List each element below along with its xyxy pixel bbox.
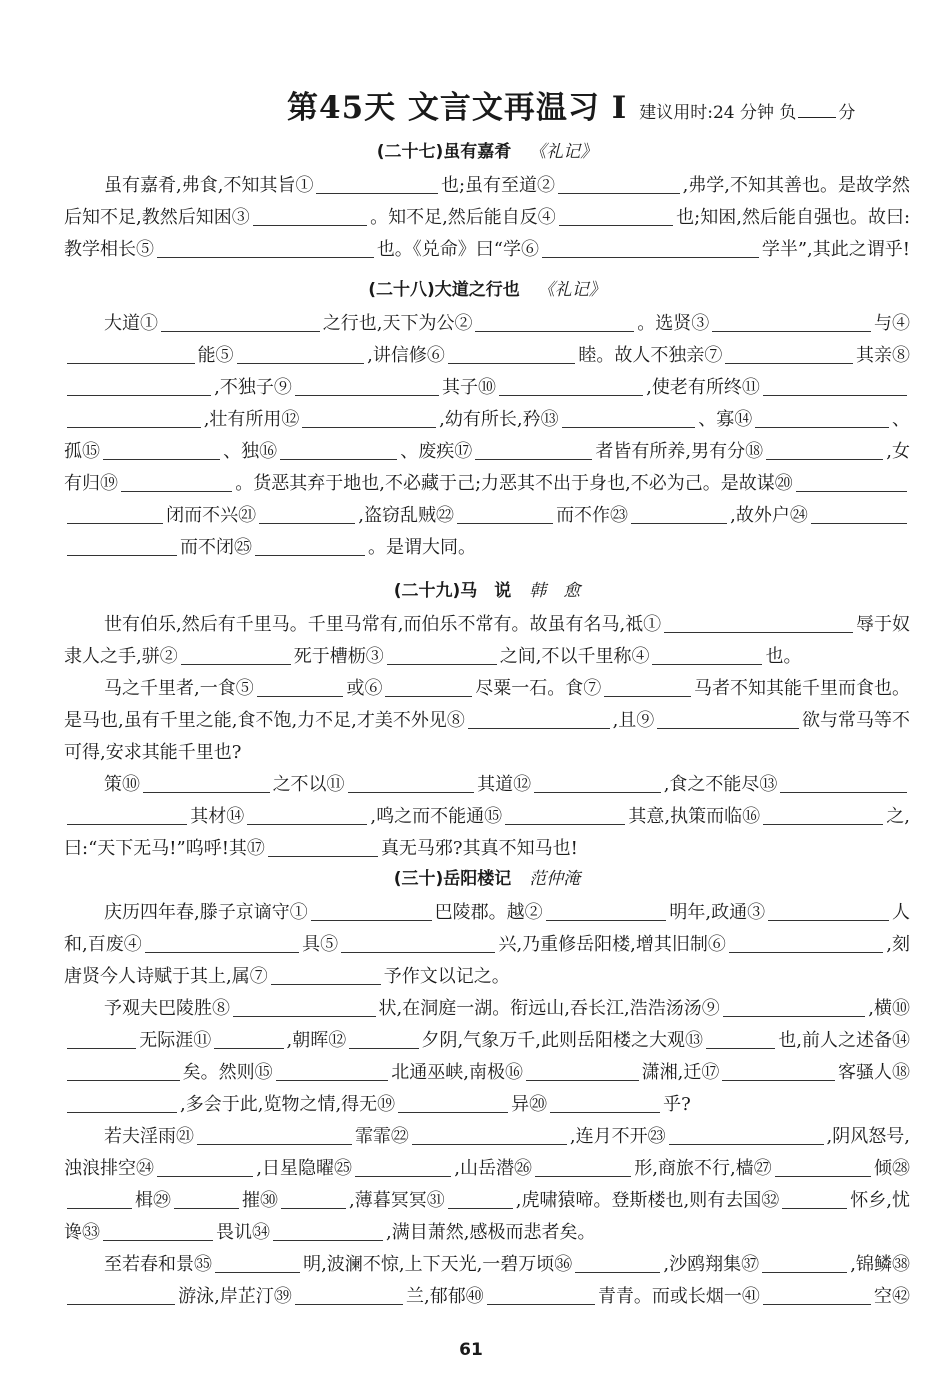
answer-blank[interactable]: [67, 1188, 132, 1209]
text-segment: ,盗窃乱贼㉒: [358, 505, 454, 526]
text-line: [64, 168, 910, 200]
text-line: [64, 927, 910, 959]
answer-blank[interactable]: [316, 173, 438, 194]
answer-blank[interactable]: [67, 535, 177, 556]
answer-blank[interactable]: [546, 900, 667, 921]
answer-blank[interactable]: [67, 407, 201, 428]
text-line: [64, 530, 910, 562]
text-segment: 也;虽有至道②: [440, 175, 556, 196]
answer-blank[interactable]: [281, 1188, 346, 1209]
text-segment: 后知不足,教然后知困③: [64, 207, 250, 228]
answer-blank[interactable]: [780, 772, 907, 793]
text-segment: 、寡⑭: [698, 409, 753, 430]
answer-blank[interactable]: [271, 964, 381, 985]
answer-blank[interactable]: [535, 1156, 631, 1177]
text-segment: 和,百废④: [64, 934, 142, 955]
text-line: [64, 1151, 910, 1183]
answer-blank[interactable]: [468, 708, 610, 729]
answer-blank[interactable]: [143, 772, 270, 793]
answer-blank[interactable]: [268, 836, 378, 857]
answer-blank[interactable]: [311, 900, 432, 921]
text-line: [64, 607, 910, 639]
text-line: [64, 402, 910, 434]
text-segment: ,食之不能尽⑬: [663, 774, 778, 795]
answer-blank[interactable]: [67, 1060, 180, 1081]
text-segment: ,满目萧然,感极而悲者矣。: [386, 1222, 596, 1243]
text-segment: 是马也,虽有千里之能,食不饱,力不足,才美不外见⑧: [64, 710, 465, 731]
answer-blank[interactable]: [145, 932, 299, 953]
answer-blank[interactable]: [412, 1124, 567, 1145]
text-segment: ,阴风怒号,: [826, 1126, 910, 1147]
answer-blank[interactable]: [722, 1060, 835, 1081]
answer-blank[interactable]: [669, 1124, 824, 1145]
section-title: [64, 863, 910, 895]
text-line: [64, 306, 910, 338]
text-line: [64, 1023, 910, 1055]
text-segment: 之,: [886, 806, 911, 827]
answer-blank[interactable]: [763, 804, 883, 825]
text-segment: 青青。而或长烟一㊶: [597, 1286, 760, 1307]
text-line: [64, 767, 910, 799]
text-segment: ,虎啸猿啼。登斯楼也,则有去国㉜: [515, 1190, 780, 1211]
text-segment: 死于槽枥③: [293, 646, 384, 667]
answer-blank[interactable]: [712, 311, 871, 332]
answer-blank[interactable]: [542, 237, 759, 258]
answer-blank[interactable]: [398, 1092, 508, 1113]
text-segment: 、废疾⑰: [400, 441, 473, 462]
text-segment: 学半”,其此之谓乎!: [761, 239, 910, 260]
text-segment: 孤⑮: [64, 441, 100, 462]
answer-blank[interactable]: [768, 900, 889, 921]
section-title: [64, 274, 910, 306]
text-segment: 可得,安求其能千里也?: [64, 742, 242, 763]
text-segment: 者皆有所养,男有分⑱: [595, 441, 764, 462]
answer-blank[interactable]: [562, 407, 696, 428]
text-segment: 空㊷: [874, 1286, 911, 1307]
text-segment: 畏讥㉞: [216, 1222, 270, 1243]
answer-blank[interactable]: [811, 503, 907, 524]
score-unit: 分: [838, 103, 856, 123]
text-segment: 而不作㉓: [556, 505, 629, 526]
text-segment: 虽有嘉肴,弗食,不知其旨①: [104, 175, 314, 196]
answer-blank[interactable]: [729, 932, 883, 953]
text-segment: ,朝晖⑫: [286, 1030, 347, 1051]
answer-blank[interactable]: [174, 1188, 239, 1209]
suggested-time-text: 建议用时:24 分钟 负: [639, 103, 797, 123]
text-line: [64, 466, 910, 498]
text-segment: 与④: [873, 313, 910, 334]
answer-blank[interactable]: [341, 932, 495, 953]
answer-blank[interactable]: [631, 503, 727, 524]
text-segment: 形,商旅不行,樯㉗: [634, 1158, 772, 1179]
text-segment: 庆历四年春,滕子京谪守①: [104, 902, 308, 923]
text-segment: 明年,政通③: [669, 902, 766, 923]
answer-blank[interactable]: [558, 173, 680, 194]
answer-blank[interactable]: [276, 1060, 389, 1081]
text-segment: 之行也,天下为公②: [322, 313, 473, 334]
text-segment: 至若春和景㉟: [104, 1254, 212, 1275]
text-segment: 而不闭㉕: [180, 537, 252, 558]
text-segment: 。选贤③: [637, 313, 710, 334]
text-line: [64, 735, 910, 767]
text-line: [64, 703, 910, 735]
answer-blank[interactable]: [302, 407, 436, 428]
text-segment: ,使老有所终⑪: [646, 377, 760, 398]
section-source: 《礼记》: [537, 280, 606, 300]
answer-blank[interactable]: [121, 471, 232, 492]
text-segment: 矣。然则⑮: [182, 1062, 273, 1083]
text-segment: 睦。故人不独亲⑦: [578, 345, 723, 366]
text-line: [64, 1119, 910, 1151]
section-name: (二十九)马 说: [393, 581, 512, 601]
text-segment: 夕阴,气象万千,此则岳阳楼之大观⑬: [421, 1030, 703, 1051]
text-segment: 也,前人之述备⑭: [778, 1030, 910, 1051]
text-segment: 。知不足,然后能自反④: [370, 207, 556, 228]
text-segment: ,连月不开㉓: [569, 1126, 666, 1147]
answer-blank[interactable]: [67, 343, 195, 364]
section-name: (二十七)虽有嘉肴: [376, 142, 512, 162]
section-name: (二十八)大道之行也: [368, 280, 520, 300]
text-segment: 世有伯乐,然后有千里马。千里马常有,而伯乐不常有。故虽有名马,祗①: [104, 614, 662, 635]
answer-blank[interactable]: [763, 375, 907, 396]
text-segment: 无际涯⑪: [139, 1030, 212, 1051]
answer-blank[interactable]: [67, 1092, 177, 1113]
answer-blank[interactable]: [755, 407, 889, 428]
text-segment: 唐贤今人诗赋于其上,属⑦: [64, 966, 268, 987]
text-segment: 予观夫巴陵胜⑧: [104, 998, 230, 1019]
text-segment: 兰,郁郁㊵: [406, 1286, 484, 1307]
answer-blank[interactable]: [448, 343, 576, 364]
page-title: 第45天 文言文再温习 I: [287, 90, 628, 126]
answer-blank[interactable]: [257, 676, 344, 697]
answer-blank[interactable]: [103, 439, 220, 460]
text-segment: ,不独子⑨: [214, 377, 292, 398]
text-segment: 教学相长⑤: [64, 239, 154, 260]
text-segment: 谗㉝: [64, 1222, 100, 1243]
text-segment: 明,波澜不惊,上下天光,一碧万顷㊱: [303, 1254, 573, 1275]
answer-blank[interactable]: [782, 1188, 847, 1209]
answer-blank[interactable]: [559, 205, 673, 226]
text-segment: ,鸣之而不能通⑮: [370, 806, 503, 827]
text-segment: ,壮有所用⑫: [203, 409, 300, 430]
text-line: [64, 1183, 910, 1215]
text-segment: 予作文以记之。: [383, 966, 510, 987]
section-source: 韩 愈: [529, 581, 581, 601]
score-blank[interactable]: [798, 103, 836, 118]
text-segment: 怀乡,忧: [850, 1190, 910, 1211]
text-line: [64, 1279, 910, 1311]
suggested-time: [639, 98, 855, 123]
answer-blank[interactable]: [255, 535, 365, 556]
text-segment: ,沙鸥翔集㊲: [663, 1254, 760, 1275]
answer-blank[interactable]: [103, 1220, 213, 1241]
answer-blank[interactable]: [657, 708, 799, 729]
text-line: [64, 959, 910, 991]
answer-blank[interactable]: [214, 1028, 283, 1049]
worksheet-content: [64, 136, 910, 1311]
answer-blank[interactable]: [723, 996, 866, 1017]
answer-blank[interactable]: [215, 1252, 300, 1273]
text-segment: 隶人之手,骈②: [64, 646, 178, 667]
answer-blank[interactable]: [475, 311, 634, 332]
text-segment: 巴陵郡。越②: [434, 902, 543, 923]
text-line: [64, 639, 910, 671]
text-segment: 有归⑲: [64, 473, 118, 494]
section-source: 范仲淹: [529, 869, 581, 889]
answer-blank[interactable]: [534, 772, 661, 793]
answer-blank[interactable]: [796, 471, 907, 492]
answer-blank[interactable]: [448, 1188, 513, 1209]
text-segment: 也。: [765, 646, 802, 667]
answer-blank[interactable]: [295, 375, 439, 396]
section-name: (三十)岳阳楼记: [393, 869, 512, 889]
answer-blank[interactable]: [161, 311, 320, 332]
answer-blank[interactable]: [604, 676, 691, 697]
answer-blank[interactable]: [487, 1284, 595, 1305]
text-segment: ,故外户㉔: [730, 505, 808, 526]
answer-blank[interactable]: [725, 343, 853, 364]
answer-blank[interactable]: [181, 644, 291, 665]
text-line: [64, 232, 910, 264]
text-segment: 、: [892, 409, 910, 430]
answer-blank[interactable]: [67, 804, 187, 825]
answer-blank[interactable]: [664, 612, 853, 633]
answer-blank[interactable]: [766, 439, 883, 460]
answer-blank[interactable]: [237, 343, 365, 364]
text-segment: 乎?: [663, 1094, 691, 1115]
answer-blank[interactable]: [550, 1092, 660, 1113]
text-segment: 楫㉙: [135, 1190, 172, 1211]
text-line: [64, 1087, 910, 1119]
answer-blank[interactable]: [385, 676, 472, 697]
text-segment: 能⑤: [197, 345, 234, 366]
section-title: [64, 575, 910, 607]
answer-blank[interactable]: [259, 503, 355, 524]
answer-blank[interactable]: [348, 772, 475, 793]
text-segment: 具⑤: [302, 934, 339, 955]
answer-blank[interactable]: [67, 375, 211, 396]
answer-blank[interactable]: [387, 644, 497, 665]
text-segment: 闭而不兴㉑: [166, 505, 257, 526]
answer-blank[interactable]: [280, 439, 397, 460]
text-line: [64, 338, 910, 370]
answer-blank[interactable]: [457, 503, 553, 524]
text-segment: ,多会于此,览物之情,得无⑲: [180, 1094, 396, 1115]
answer-blank[interactable]: [253, 205, 367, 226]
text-segment: 霏霏㉒: [354, 1126, 409, 1147]
answer-blank[interactable]: [475, 439, 592, 460]
text-segment: 北通巫峡,南极⑯: [391, 1062, 524, 1083]
text-segment: 马者不知其能千里而食也。: [693, 678, 910, 699]
text-segment: 状,在洞庭一湖。衔远山,吞长江,浩浩汤汤⑨: [378, 998, 720, 1019]
text-segment: ,日星隐曜㉕: [256, 1158, 352, 1179]
text-line: [64, 991, 910, 1023]
answer-blank[interactable]: [763, 1284, 871, 1305]
text-segment: 大道①: [104, 313, 158, 334]
text-segment: 。货恶其弃于地也,不必藏于己;力恶其不出于身也,不必为己。是故谋⑳: [235, 473, 793, 494]
page-number: 61: [459, 1340, 483, 1360]
text-segment: 若夫淫雨㉑: [104, 1126, 194, 1147]
text-segment: 客骚人⑱: [838, 1062, 911, 1083]
answer-blank[interactable]: [233, 996, 376, 1017]
answer-blank[interactable]: [762, 1252, 847, 1273]
text-segment: 尽粟一石。食⑦: [475, 678, 602, 699]
text-line: [64, 799, 910, 831]
text-segment: ,山岳潜㉖: [454, 1158, 532, 1179]
text-segment: 之间,不以千里称④: [499, 646, 650, 667]
text-segment: ,女: [886, 441, 911, 462]
text-line: [64, 895, 910, 927]
section-title: [64, 136, 910, 168]
text-segment: ,横⑩: [868, 998, 910, 1019]
answer-blank[interactable]: [775, 1156, 871, 1177]
text-segment: 也。《兑命》曰“学⑥: [376, 239, 540, 260]
text-line: [64, 498, 910, 530]
text-segment: ,且⑨: [612, 710, 655, 731]
text-segment: ,刻: [886, 934, 910, 955]
answer-blank[interactable]: [157, 1156, 253, 1177]
text-segment: 之不以⑪: [272, 774, 345, 795]
text-segment: 策⑩: [104, 774, 140, 795]
text-segment: 、独⑯: [223, 441, 278, 462]
text-line: [64, 671, 910, 703]
text-segment: 其子⑩: [442, 377, 497, 398]
text-segment: 真无马邪?其真不知马也!: [380, 838, 578, 859]
text-segment: 其亲⑧: [855, 345, 910, 366]
answer-blank[interactable]: [499, 375, 643, 396]
answer-blank[interactable]: [197, 1124, 352, 1145]
text-segment: 兴,乃重修岳阳楼,增其旧制⑥: [498, 934, 726, 955]
answer-blank[interactable]: [706, 1028, 775, 1049]
text-line: [64, 1215, 910, 1247]
text-segment: 游泳,岸芷汀㊴: [178, 1286, 292, 1307]
text-line: [64, 370, 910, 402]
text-segment: 马之千里者,一食⑤: [104, 678, 254, 699]
text-segment: 人: [892, 902, 910, 923]
answer-blank[interactable]: [526, 1060, 639, 1081]
text-segment: 异⑳: [511, 1094, 548, 1115]
answer-blank[interactable]: [67, 503, 163, 524]
text-segment: 其材⑭: [190, 806, 245, 827]
text-segment: 辱于奴: [856, 614, 910, 635]
text-segment: 也;知困,然后能自强也。故曰:: [676, 207, 911, 228]
text-line: [64, 1055, 910, 1087]
text-segment: 或⑥: [346, 678, 383, 699]
answer-blank[interactable]: [295, 1284, 403, 1305]
text-segment: ,薄暮冥冥㉛: [349, 1190, 445, 1211]
answer-blank[interactable]: [652, 644, 762, 665]
page-header: [287, 82, 855, 127]
text-segment: 曰:“天下无马!”呜呼!其⑰: [64, 838, 265, 859]
text-segment: 其意,执策而临⑯: [628, 806, 761, 827]
text-line: [64, 434, 910, 466]
answer-blank[interactable]: [67, 1028, 136, 1049]
text-segment: 潇湘,迁⑰: [641, 1062, 720, 1083]
text-line: [64, 831, 910, 863]
answer-blank[interactable]: [355, 1156, 451, 1177]
text-segment: 浊浪排空㉔: [64, 1158, 154, 1179]
section-source: 《礼记》: [529, 142, 598, 162]
answer-blank[interactable]: [575, 1252, 660, 1273]
answer-blank[interactable]: [67, 1284, 175, 1305]
text-segment: 倾㉘: [873, 1158, 910, 1179]
text-segment: 欲与常马等不: [802, 710, 910, 731]
answer-blank[interactable]: [273, 1220, 383, 1241]
text-segment: ,幼有所长,矜⑬: [439, 409, 559, 430]
text-segment: 其道⑫: [477, 774, 532, 795]
answer-blank[interactable]: [247, 804, 367, 825]
text-line: [64, 1247, 910, 1279]
answer-blank[interactable]: [505, 804, 625, 825]
answer-blank[interactable]: [349, 1028, 418, 1049]
text-segment: 摧㉚: [242, 1190, 279, 1211]
text-segment: 。是谓大同。: [368, 537, 476, 558]
text-segment: ,讲信修⑥: [367, 345, 445, 366]
text-segment: ,锦鳞㊳: [850, 1254, 911, 1275]
text-line: [64, 200, 910, 232]
answer-blank[interactable]: [157, 237, 374, 258]
text-segment: ,弗学,不知其善也。是故学然: [682, 175, 911, 196]
